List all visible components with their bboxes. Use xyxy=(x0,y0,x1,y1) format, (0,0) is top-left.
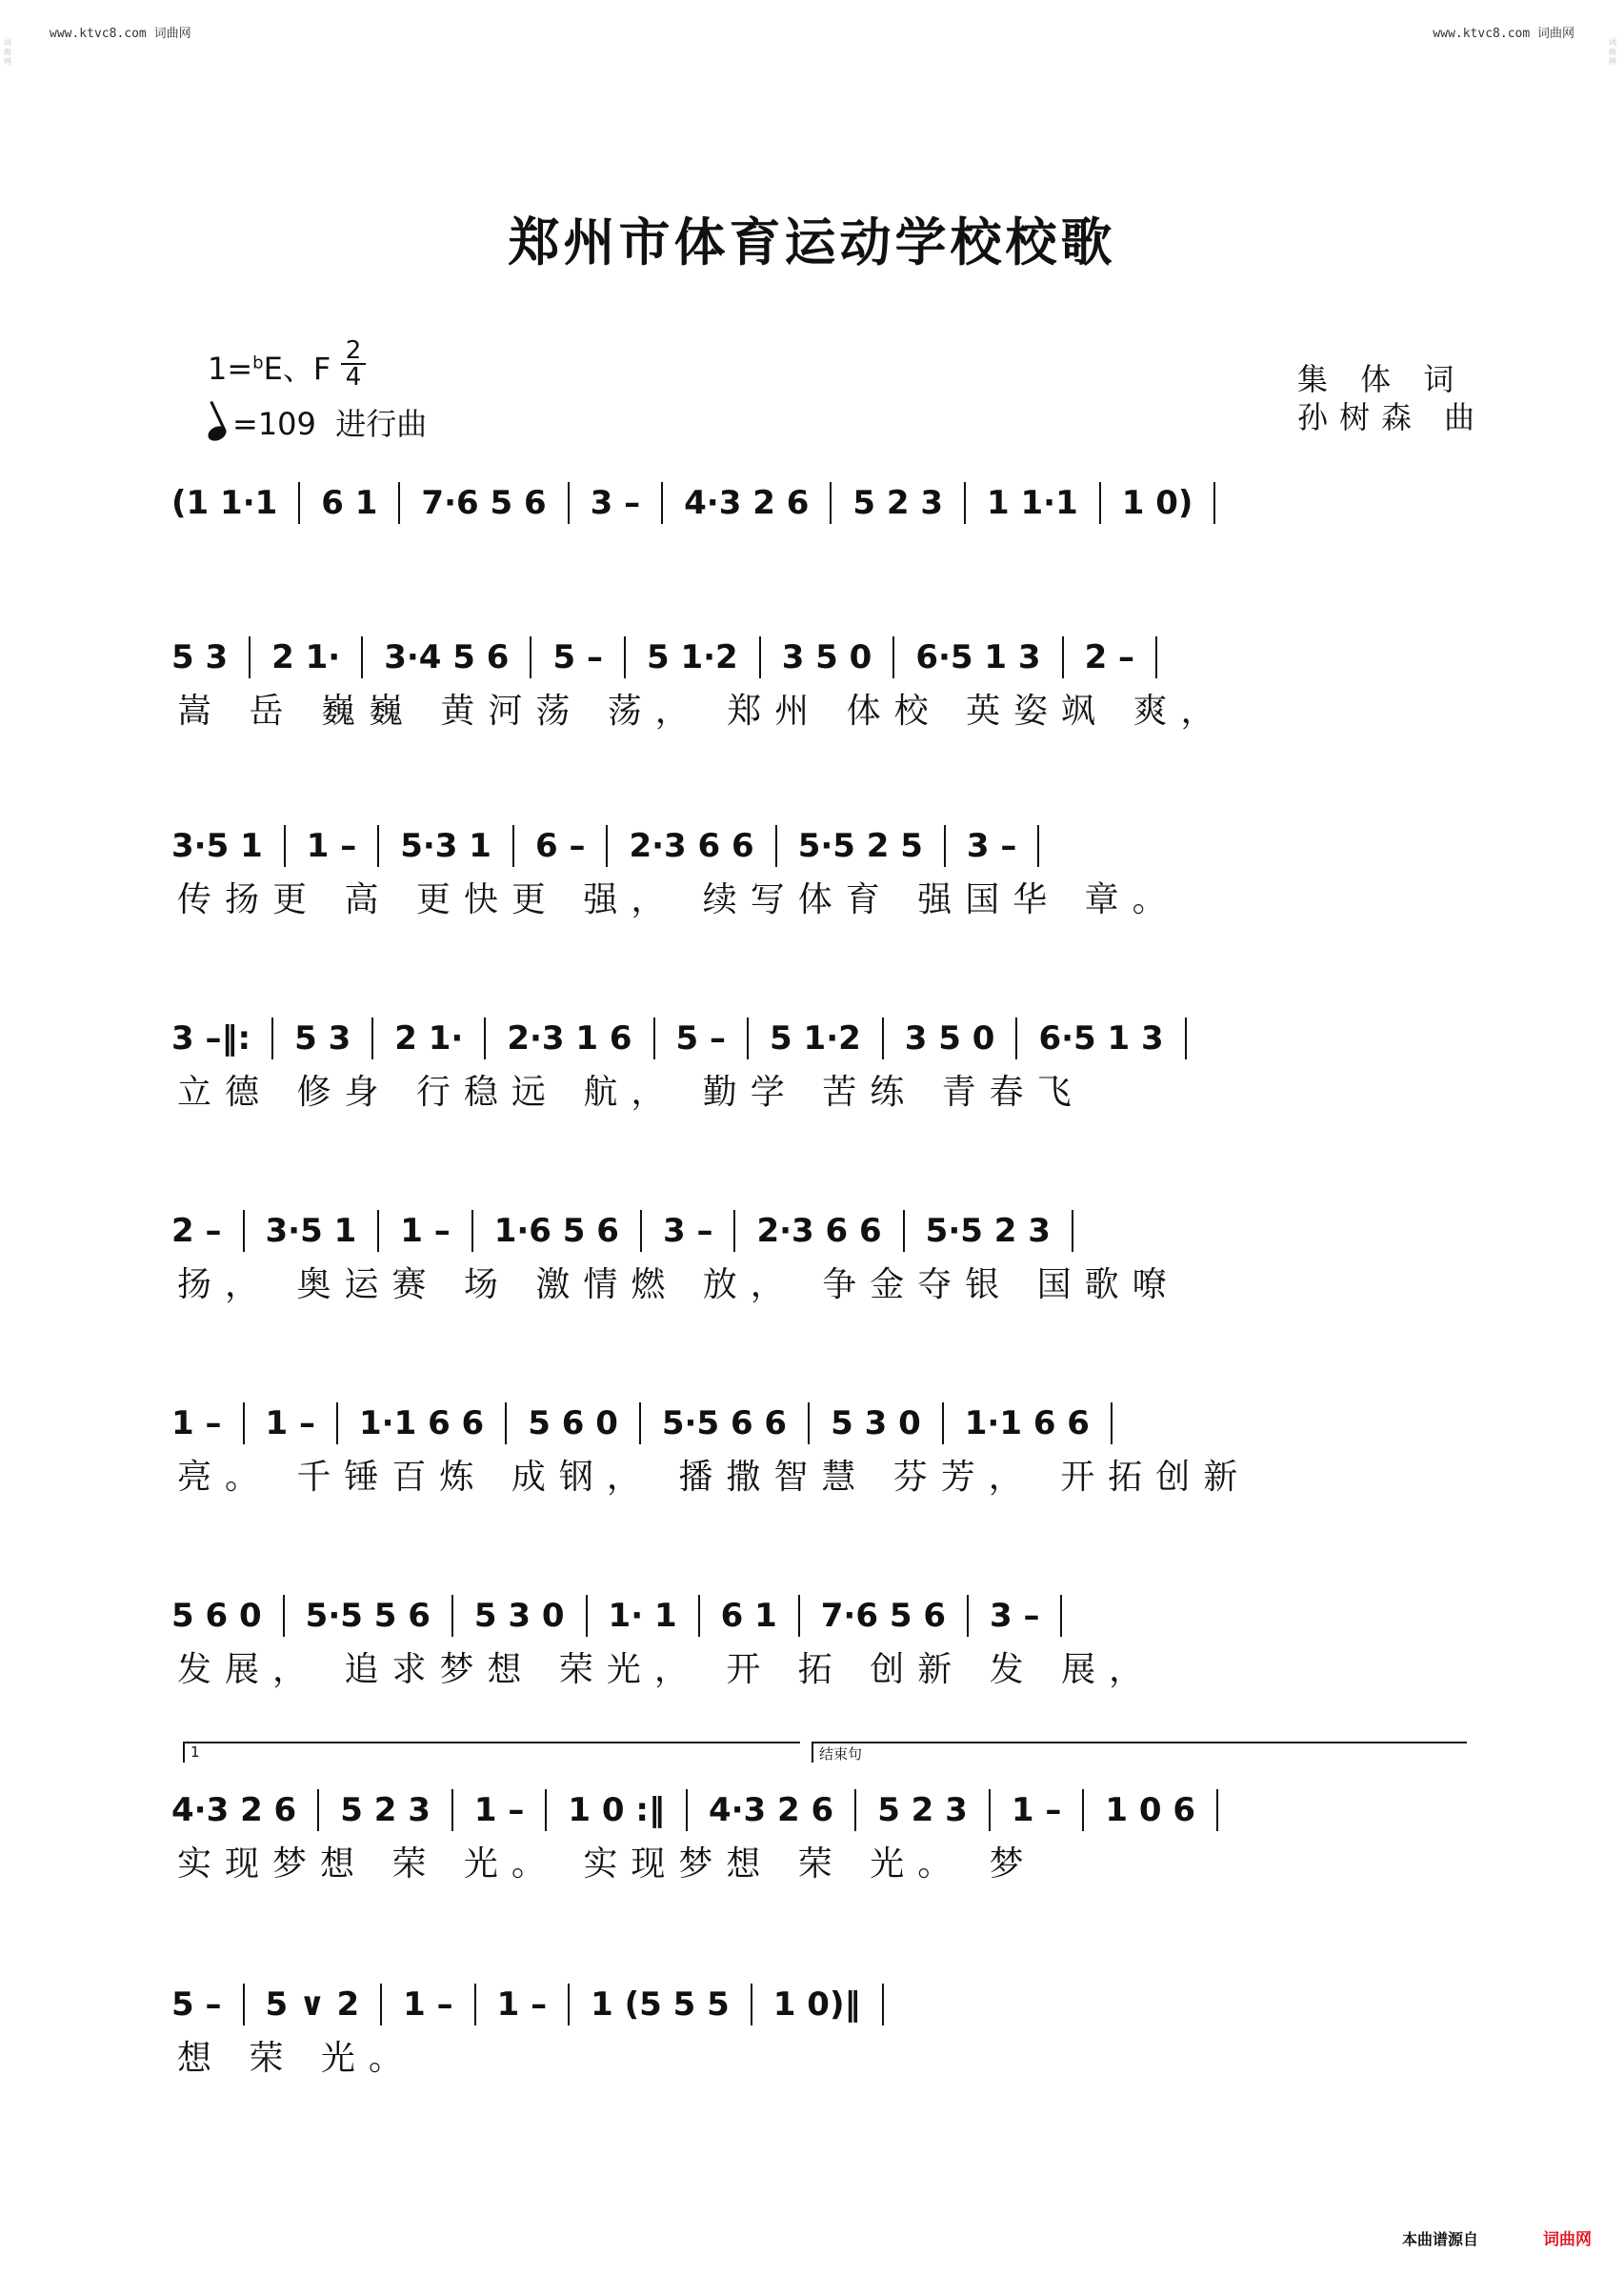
barline xyxy=(892,636,894,678)
measure: 2 – xyxy=(171,1212,222,1250)
barline xyxy=(317,1789,319,1831)
site-url-left: www.ktvc8.com 词曲网 xyxy=(50,27,191,41)
measure: 5 2 3 xyxy=(877,1791,968,1829)
measure: 5 ∨ 2 xyxy=(265,1985,360,2024)
key-label: 1= xyxy=(208,351,253,387)
measure: 1 – xyxy=(306,827,357,865)
measure: 1 – xyxy=(473,1791,525,1829)
measure: 1 – xyxy=(1011,1791,1062,1829)
barline xyxy=(747,1018,749,1059)
barline xyxy=(1082,1789,1084,1831)
measure: 6 – xyxy=(534,827,586,865)
key-flat: b xyxy=(252,353,264,373)
measure: 5 3 xyxy=(294,1019,351,1058)
score-system xyxy=(171,1783,1467,1883)
measure: 1 – xyxy=(496,1985,548,2024)
notation-line xyxy=(171,476,1467,530)
lyrics-line: 想 荣 光。 xyxy=(177,2039,416,2077)
measure: 2·3 6 6 xyxy=(629,827,754,865)
measure: 5 1·2 xyxy=(770,1019,861,1058)
barline xyxy=(854,1789,856,1831)
footer-logo: 词曲网 xyxy=(1543,2230,1592,2249)
barline xyxy=(336,1402,338,1444)
barline xyxy=(377,825,379,867)
measure: 5 2 3 xyxy=(852,484,944,522)
tempo-value: =109 xyxy=(232,406,316,442)
notation-line xyxy=(171,631,1467,684)
notation-line xyxy=(171,819,1467,873)
notation-line xyxy=(171,1783,1467,1837)
barline xyxy=(1062,636,1064,678)
key-value: E、F xyxy=(263,351,331,387)
final-ending-bracket xyxy=(812,1742,1467,1763)
barline xyxy=(639,1402,641,1444)
measure: 3 – xyxy=(966,827,1017,865)
barline xyxy=(759,636,761,678)
barline xyxy=(967,1595,969,1637)
barline xyxy=(964,482,966,524)
barline xyxy=(661,482,663,524)
barline xyxy=(243,1402,245,1444)
measure: 1 – xyxy=(171,1404,222,1442)
barline xyxy=(882,1018,884,1059)
measure: 5 3 0 xyxy=(831,1404,921,1442)
measure: 3 – xyxy=(989,1597,1040,1635)
song-title: 郑州市体育运动学校校歌 xyxy=(508,212,1116,272)
measure: 1 – xyxy=(265,1404,315,1442)
barline xyxy=(284,825,286,867)
barline xyxy=(733,1210,735,1252)
lyrics-line: 嵩 岳 巍巍 黄河荡 荡， 郑州 体校 英姿飒 爽， xyxy=(177,692,1229,730)
measure: (1 1·1 xyxy=(171,484,278,522)
measure: 1·1 6 6 xyxy=(964,1404,1090,1442)
barline xyxy=(530,636,531,678)
score-system xyxy=(171,1397,1467,1496)
barline xyxy=(903,1210,905,1252)
measure: 3 5 0 xyxy=(781,638,872,676)
barline xyxy=(751,1984,752,2025)
score-system xyxy=(171,1012,1467,1111)
measure: 7·6 5 6 xyxy=(820,1597,946,1635)
barline xyxy=(471,1210,473,1252)
measure: 7·6 5 6 xyxy=(421,484,547,522)
first-ending-label: 1 xyxy=(190,1743,200,1761)
score-system xyxy=(171,476,1467,575)
quarter-note-icon xyxy=(206,423,229,443)
barline xyxy=(1072,1210,1073,1252)
measure: 4·3 2 6 xyxy=(708,1791,834,1829)
measure: 5 3 xyxy=(171,638,229,676)
barline xyxy=(1216,1789,1218,1831)
lyrics-line: 传扬更 高 更快更 强， 续写体育 强国华 章。 xyxy=(177,880,1180,918)
score-system xyxy=(171,1978,1467,2077)
measure: 1 0 :‖ xyxy=(568,1791,665,1829)
measure: 1 – xyxy=(403,1985,453,2024)
measure: 5 2 3 xyxy=(340,1791,431,1829)
barline xyxy=(1099,482,1101,524)
measure: 3·4 5 6 xyxy=(384,638,510,676)
barline xyxy=(568,1984,570,2025)
time-signature xyxy=(341,338,366,390)
site-url-right: www.ktvc8.com 词曲网 xyxy=(1433,27,1574,41)
time-signature-bottom: 4 xyxy=(345,363,362,392)
score-system xyxy=(171,1204,1467,1303)
measure: 5 – xyxy=(552,638,603,676)
barline xyxy=(377,1210,379,1252)
barline xyxy=(586,1595,588,1637)
measure: 6·5 1 3 xyxy=(1038,1019,1164,1058)
tempo-style: 进行曲 xyxy=(335,406,428,442)
lyrics-line: 亮。 千锤百炼 成钢， 播撒智慧 芬芳， 开拓创新 xyxy=(177,1458,1252,1496)
measure: 2·3 1 6 xyxy=(507,1019,632,1058)
barline xyxy=(568,482,570,524)
barline xyxy=(1037,825,1039,867)
barline xyxy=(505,1402,507,1444)
barline xyxy=(1155,636,1157,678)
measure: 5·3 1 xyxy=(400,827,491,865)
footer-source: 本曲谱源自 xyxy=(1402,2230,1479,2248)
measure: 3 5 0 xyxy=(904,1019,995,1058)
notation-line xyxy=(171,1397,1467,1450)
measure: 5·5 2 3 xyxy=(925,1212,1051,1250)
score-system xyxy=(171,819,1467,918)
barline xyxy=(698,1595,700,1637)
barline xyxy=(512,825,514,867)
barline xyxy=(398,482,400,524)
lyrics-line: 实现梦想 荣 光。 实现梦想 荣 光。 梦 xyxy=(177,1844,1037,1883)
barline xyxy=(484,1018,486,1059)
first-ending-bracket xyxy=(183,1742,800,1763)
measure: 1 1·1 xyxy=(987,484,1078,522)
measure: 1·1 6 6 xyxy=(359,1404,485,1442)
measure: 1 0 6 xyxy=(1105,1791,1195,1829)
measure: 6 1 xyxy=(321,484,378,522)
final-ending-label: 结束句 xyxy=(819,1745,863,1763)
measure: 5 6 0 xyxy=(171,1597,262,1635)
measure: 5 – xyxy=(171,1985,222,2024)
barline xyxy=(243,1210,245,1252)
tempo-marking xyxy=(208,400,427,444)
measure: 1 0) xyxy=(1121,484,1193,522)
barline xyxy=(298,482,300,524)
measure: 4·3 2 6 xyxy=(171,1791,297,1829)
barline xyxy=(1111,1402,1113,1444)
measure: 5·5 6 6 xyxy=(661,1404,788,1442)
barline xyxy=(545,1789,547,1831)
measure: 6 1 xyxy=(720,1597,777,1635)
barline xyxy=(283,1595,285,1637)
barline xyxy=(243,1984,245,2025)
notation-line xyxy=(171,1012,1467,1065)
barline xyxy=(775,825,777,867)
measure: 1 – xyxy=(400,1212,451,1250)
barline xyxy=(271,1018,273,1059)
measure: 2·3 6 6 xyxy=(756,1212,882,1250)
key-signature xyxy=(208,345,331,389)
barline xyxy=(451,1595,453,1637)
barline xyxy=(1185,1018,1187,1059)
measure: 4·3 2 6 xyxy=(684,484,810,522)
barline xyxy=(798,1595,800,1637)
measure: 5·5 2 5 xyxy=(797,827,923,865)
lyrics-line: 发展， 追求梦想 荣光， 开 拓 创新 发 展， xyxy=(177,1650,1157,1688)
measure: 5·5 5 6 xyxy=(305,1597,431,1635)
barline xyxy=(808,1402,810,1444)
barline xyxy=(1060,1595,1062,1637)
barline xyxy=(942,1402,944,1444)
lyrics-line xyxy=(171,530,1467,575)
barline xyxy=(624,636,626,678)
barline xyxy=(686,1789,688,1831)
barline xyxy=(1213,482,1215,524)
measure: 1 0)‖ xyxy=(772,1985,861,2024)
measure: 2 1· xyxy=(394,1019,464,1058)
barline xyxy=(1015,1018,1017,1059)
barline xyxy=(830,482,832,524)
measure: 3·5 1 xyxy=(171,827,263,865)
barline xyxy=(882,1984,884,2025)
time-signature-top: 2 xyxy=(341,338,366,365)
measure: 3 – xyxy=(590,484,641,522)
measure: 5 6 0 xyxy=(528,1404,618,1442)
barline xyxy=(653,1018,655,1059)
notation-line xyxy=(171,1978,1467,2031)
composer: 孙树森 曲 xyxy=(1297,399,1487,435)
measure: 6·5 1 3 xyxy=(915,638,1041,676)
barline xyxy=(640,1210,642,1252)
barline xyxy=(380,1984,382,2025)
lyrics-line: 扬， 奥运赛 场 激情燃 放， 争金夺银 国歌嘹 xyxy=(177,1265,1180,1303)
notation-line xyxy=(171,1589,1467,1642)
lyricist: 集 体 词 xyxy=(1297,361,1466,397)
barline xyxy=(474,1984,476,2025)
measure: 5 3 0 xyxy=(473,1597,565,1635)
credits xyxy=(1297,360,1486,436)
score-system xyxy=(171,1589,1467,1688)
notation-line xyxy=(171,1204,1467,1258)
measure: 2 1· xyxy=(271,638,341,676)
barline xyxy=(361,636,363,678)
barline xyxy=(371,1018,373,1059)
measure: 1 (5 5 5 xyxy=(591,1985,730,2024)
measure: 1· 1 xyxy=(608,1597,677,1635)
measure: 3 –‖: xyxy=(171,1019,251,1058)
score-system xyxy=(171,631,1467,730)
barline xyxy=(451,1789,453,1831)
measure: 1·6 5 6 xyxy=(493,1212,619,1250)
lyrics-line: 立德 修身 行稳远 航， 勤学 苦练 青春飞 xyxy=(177,1073,1085,1111)
barline xyxy=(606,825,608,867)
measure: 2 – xyxy=(1084,638,1135,676)
barline xyxy=(989,1789,991,1831)
measure: 3·5 1 xyxy=(265,1212,357,1250)
measure: 5 – xyxy=(675,1019,727,1058)
side-watermark-right: 词曲网 xyxy=(1609,38,1616,66)
barline xyxy=(249,636,251,678)
measure: 5 1·2 xyxy=(646,638,738,676)
measure: 3 – xyxy=(662,1212,713,1250)
barline xyxy=(944,825,946,867)
side-watermark-left: 词曲网 xyxy=(4,38,11,66)
